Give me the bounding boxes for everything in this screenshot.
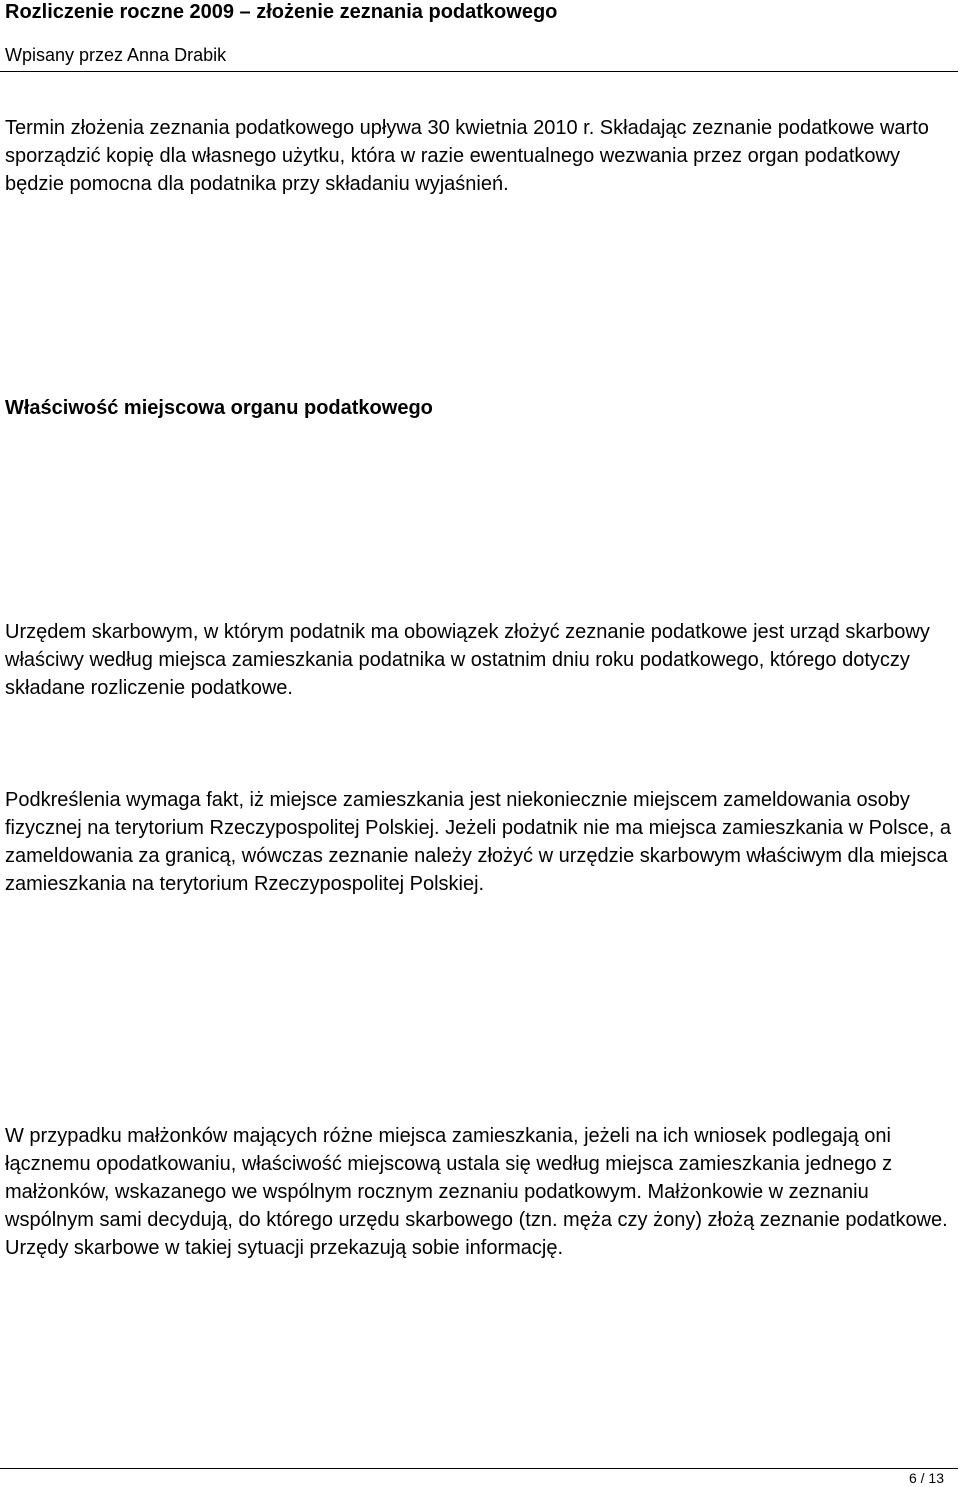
- body-paragraph-3: W przypadku małżonków mających różne miejsca zamieszkania, jeżeli na ich wniosek podlegają oni łącznemu opodatkowaniu, właściwość miejscową ustala się według miejsca zamieszkania jednego z małżonków, wskazanego we wspólnym rocznym zeznaniu podatkowym. Małżonkowie w zeznaniu wspólnym sami decydują, do którego urzędu skarbowego (tzn. męża czy żony) złożą zeznanie podatkowe. Urzędy skarbowe w takiej sytuacji przekazują sobie informację.: [5, 1125, 948, 1259]
- header-divider: [0, 71, 958, 72]
- body-paragraph-2: Podkreślenia wymaga fakt, iż miejsce zamieszkania jest niekoniecznie miejscem zameldowania osoby fizycznej na terytorium Rzeczypospolitej Polskiej. Jeżeli podatnik nie ma miejsca zamieszkania w Polsce, a zameldowania za granicą, wówczas zeznanie należy złożyć w urzędzie skarbowym właściwym dla miejsca zamieszkania na terytorium Rzeczypospolitej Polskiej.: [5, 789, 951, 895]
- page-number: 6 / 13: [908, 1470, 944, 1486]
- footer-divider: [0, 1468, 958, 1469]
- page-title: Rozliczenie roczne 2009 – złożenie zeznania podatkowego: [5, 1, 558, 23]
- body-paragraph-1: Urzędem skarbowym, w którym podatnik ma obowiązek złożyć zeznanie podatkowe jest urząd skarbowy właściwy według miejsca zamieszkania podatnika w ostatnim dniu roku podatkowego, którego dotyczy składane rozliczenie podatkowe.: [5, 621, 930, 699]
- author-line: Wpisany przez Anna Drabik: [5, 45, 227, 65]
- section-heading: Właściwość miejscowa organu podatkowego: [5, 397, 433, 419]
- intro-paragraph: Termin złożenia zeznania podatkowego upływa 30 kwietnia 2010 r. Składając zeznanie podatkowe warto sporządzić kopię dla własnego użytku, która w razie ewentualnego wezwania przez organ podatkowy będzie pomocna dla podatnika przy składaniu wyjaśnień.: [5, 117, 929, 195]
